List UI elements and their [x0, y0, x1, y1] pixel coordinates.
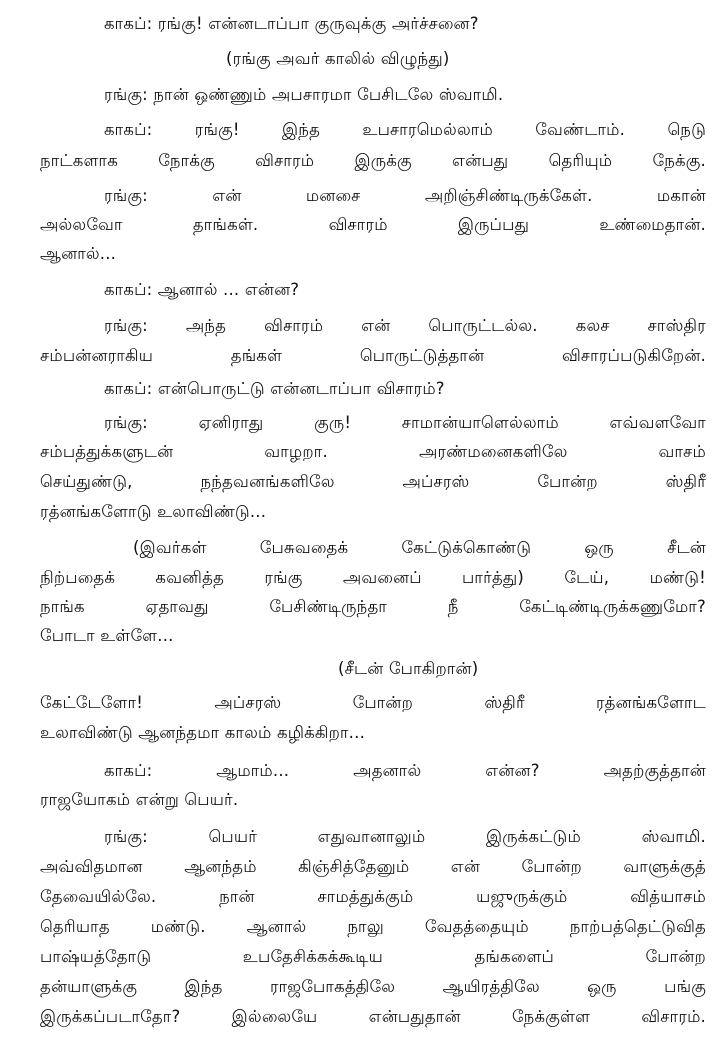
text-line: உலாவிண்டு ஆனந்தமா காலம் கழிக்கிறா...	[40, 723, 366, 742]
text-line: பாஷ்யத்தோடு உபதேசிக்கக்கூடிய தங்களைப் போன்ற	[40, 947, 706, 966]
text-line: இருக்கப்படாதோ? இல்லையே என்பதுதான் நேக்குள்ள விசாரம்.	[40, 1007, 706, 1026]
text-line: ரங்கு: பெயர் எதுவானாலும் இருக்கட்டும் ஸ்வாமி.	[104, 827, 706, 846]
text-line: காகப்: ரங்கு! என்னடாப்பா குருவுக்கு அர்ச்சனை?	[104, 14, 479, 33]
text-line: நிற்பதைக் கவனித்த ரங்கு அவனைப் பார்த்து) டேய், மண்டு!	[40, 568, 706, 587]
text-line: தெரியாத மண்டு. ஆனால் நாலு வேதத்தையும் நாற்பத்தெட்டுவித	[40, 917, 706, 936]
text-line: செய்துண்டு, நந்தவனங்களிலே அப்சரஸ் போன்ற ஸ்திரீ	[40, 472, 706, 491]
text-line: ரங்கு: நான் ஒண்ணும் அபசாரமா பேசிடலே ஸ்வாமி.	[104, 85, 504, 104]
text-line: ரங்கு: என் மனசை அறிஞ்சிண்டிருக்கேள். மகான்	[104, 186, 706, 205]
text-line: காகப்: ஆமாம்... அதனால் என்ன? அதற்குத்தான்	[104, 761, 706, 780]
text-line: கேட்டேளோ! அப்சரஸ் போன்ற ஸ்திரீ ரத்னங்களோட	[40, 693, 706, 712]
text-line: ரங்கு: அந்த விசாரம் என் பொருட்டல்ல. கலச சாஸ்திர	[104, 316, 706, 335]
text-line: ராஜயோகம் என்று பெயர்.	[40, 790, 239, 809]
text-line: காகப்: ரங்கு! இந்த உபசாரமெல்லாம் வேண்டாம். நெடு	[104, 120, 706, 139]
text-line: ஆனால்...	[40, 244, 117, 263]
text-line: தன்யாளுக்கு இந்த ராஜபோகத்திலே ஆயிரத்திலே ஒரு பங்கு	[40, 977, 706, 996]
text-line: நாங்க ஏதாவது பேசிண்டிருந்தா நீ கேட்டிண்டிருக்கணுமோ?	[40, 597, 706, 616]
text-line: சம்பன்னராகிய தங்கள் பொருட்டுத்தான் விசாரப்படுகிறேன்.	[40, 346, 706, 365]
text-line: அல்லவோ தாங்கள். விசாரம் இருப்பது உண்மைதான்.	[40, 215, 706, 234]
text-line: ரங்கு: ஏனிராது குரு! சாமான்யாளெல்லாம் எவ்வளவோ	[104, 413, 706, 432]
text-line: ரத்னங்களோடு உலாவிண்டு...	[40, 502, 267, 521]
text-line: தேவையில்லே. நான் சாமத்துக்கும் யஜுருக்கும் வித்யாசம்	[40, 887, 706, 906]
text-line: சம்பத்துக்களுடன் வாழறா. அரண்மனைகளிலே வாசம்	[40, 442, 706, 461]
stage-direction: (சீடன் போகிறான்)	[338, 659, 479, 678]
stage-direction: (இவர்கள் பேசுவதைக் கேட்டுக்கொண்டு ஒரு சீடன்	[133, 538, 706, 557]
text-line: அவ்விதமான ஆனந்தம் கிஞ்சித்தேனும் என் போன்ற வாளுக்குத்	[40, 857, 706, 876]
text-line: காகப்: என்பொருட்டு என்னடாப்பா விசாரம்?	[104, 379, 445, 398]
stage-direction: (ரங்கு அவர் காலில் விழுந்து)	[226, 49, 450, 68]
text-line: காகப்: ஆனால் ... என்ன?	[104, 280, 300, 299]
text-line: போடா உள்ளே...	[40, 626, 174, 645]
text-line: நாட்களாக நோக்கு விசாரம் இருக்கு என்பது தெரியும் நேக்கு.	[40, 151, 706, 170]
